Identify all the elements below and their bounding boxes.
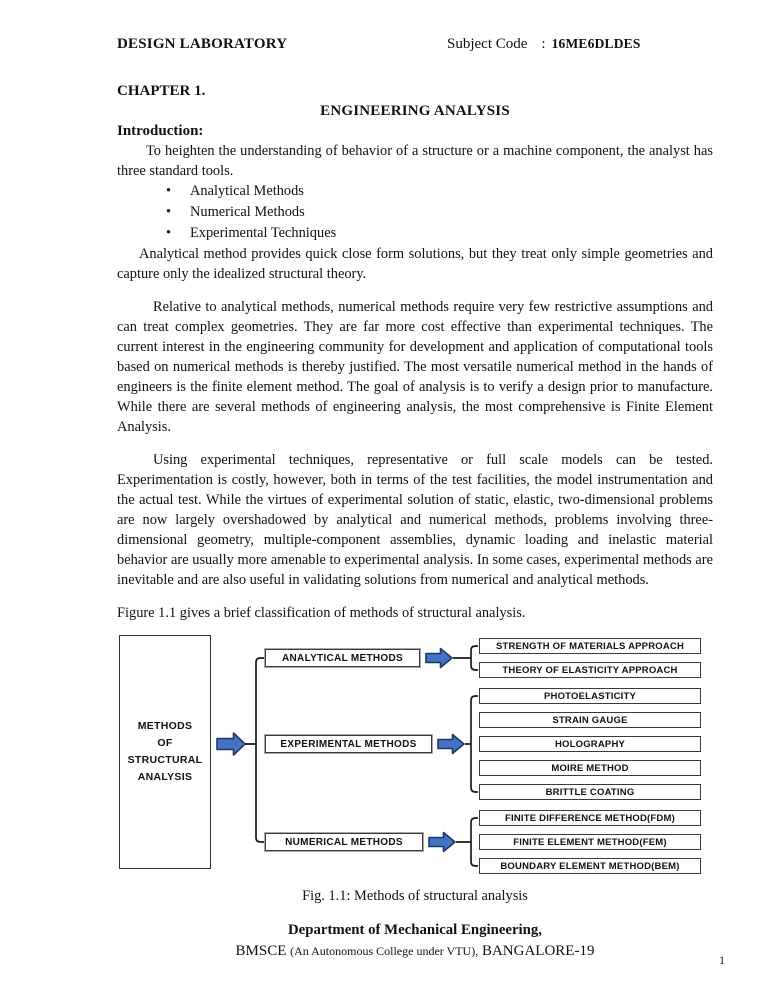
diagram-leaf: MOIRE METHOD: [479, 760, 701, 776]
diagram-root-box: [119, 635, 211, 869]
leaf-bracket-experimental: [465, 696, 478, 792]
paragraph-intro: To heighten the understanding of behavior of a structure or a machine component, the analyst has three standard tools.: [117, 143, 713, 179]
list-item: [117, 202, 713, 223]
branch-bracket: [245, 658, 265, 842]
list-item-label: Numerical Methods: [190, 204, 305, 220]
subject-code-label: Subject Code: [447, 36, 528, 52]
diagram-branch-experimental: EXPERIMENTAL METHODS: [265, 735, 432, 753]
diagram-leaf: THEORY OF ELASTICITY APPROACH: [479, 662, 701, 678]
diagram-branch-analytical: ANALYTICAL METHODS: [265, 649, 420, 667]
list-item-label: Analytical Methods: [190, 183, 304, 199]
page-content: [117, 36, 713, 962]
diagram-leaf: FINITE DIFFERENCE METHOD(FDM): [479, 810, 701, 826]
bullet-icon: •: [166, 204, 172, 220]
diagram-leaf: HOLOGRAPHY: [479, 736, 701, 752]
college-name: BMSCE: [235, 943, 287, 960]
chapter-heading: CHAPTER 1.: [117, 83, 206, 99]
subject-code: [447, 36, 641, 53]
figure-caption: Fig. 1.1: Methods of structural analysis: [302, 888, 528, 904]
diagram-leaf: BOUNDARY ELEMENT METHOD(BEM): [479, 858, 701, 874]
subject-code-colon: :: [541, 36, 546, 52]
page-number: 1: [719, 953, 725, 967]
section-title: ENGINEERING ANALYSIS: [320, 103, 510, 119]
page-footer: [117, 920, 713, 962]
college-subtitle: (An Autonomous College under VTU),: [290, 944, 479, 959]
right-arrow-icon: [217, 733, 245, 755]
page-header: [117, 36, 713, 57]
root-box-line: ANALYSIS: [137, 771, 193, 783]
root-box-line: STRUCTURAL: [127, 754, 203, 766]
bullet-icon: •: [166, 183, 172, 199]
course-title: DESIGN LABORATORY: [117, 36, 288, 52]
leaf-bracket-numerical: [456, 818, 478, 866]
subject-code-value: 16ME6DLDES: [551, 36, 641, 51]
figure-reference: Figure 1.1 gives a brief classification of methods of structural analysis.: [117, 605, 526, 621]
root-box-line: OF: [157, 737, 173, 749]
right-arrow-icon: [429, 833, 455, 852]
diagram-leaf: FINITE ELEMENT METHOD(FEM): [479, 834, 701, 850]
figure-1-1-diagram: [117, 630, 757, 878]
right-arrow-icon: [438, 735, 464, 754]
college-line: [117, 941, 713, 962]
department-line: Department of Mechanical Engineering,: [288, 922, 542, 939]
diagram-branch-numerical: NUMERICAL METHODS: [265, 833, 423, 851]
diagram-leaf: PHOTOELASTICITY: [479, 688, 701, 704]
paragraph-analytical-note: Analytical method provides quick close form solutions, but they treat only simple geometries and capture only the idealized structural theory.: [117, 246, 713, 282]
diagram-leaf: BRITTLE COATING: [479, 784, 701, 800]
right-arrow-icon: [426, 649, 452, 668]
paragraph-experimental-techniques: Using experimental techniques, representative or full scale models can be tested. Experimentation is costly, however, both in terms of the test facilities, the model instrumentation and the actual test. While the virtues of experimental solution of static, elastic, two-dimensional problems are now largely overshadowed by analytical and numerical methods, problems involving three-dimensional geometry, multiple-component assemblies, dynamic loading and inelastic material behavior are usually more amenable to experimental analysis. In some cases, experimental methods are inevitable and are also useful in validating solutions from numerical and analytical methods.: [117, 452, 713, 588]
leaf-bracket-analytical: [453, 646, 478, 670]
college-city: BANGALORE-19: [481, 943, 595, 960]
diagram-leaf: STRAIN GAUGE: [479, 712, 701, 728]
list-item: [117, 181, 713, 202]
list-item-label: Experimental Techniques: [190, 225, 337, 241]
intro-heading: Introduction:: [117, 123, 204, 139]
diagram-leaf: STRENGTH OF MATERIALS APPROACH: [479, 638, 701, 654]
list-item: [117, 223, 713, 244]
paragraph-numerical-methods: Relative to analytical methods, numerical methods require very few restrictive assumptions and can treat complex geometries. They are far more cost effective than experimental techniques. The current interest in the engineering community for development and application of computational tools based on numerical methods is thereby justified. The most versatile numerical method in the hands of engineers is the finite element method. The goal of analysis is to verify a design prior to manufacture. While there are several methods of engineering analysis, the most comprehensive is Finite Element Analysis.: [117, 299, 713, 435]
root-box-line: METHODS: [137, 720, 193, 732]
bullet-icon: •: [166, 225, 172, 241]
standard-tools-list: [117, 181, 713, 244]
